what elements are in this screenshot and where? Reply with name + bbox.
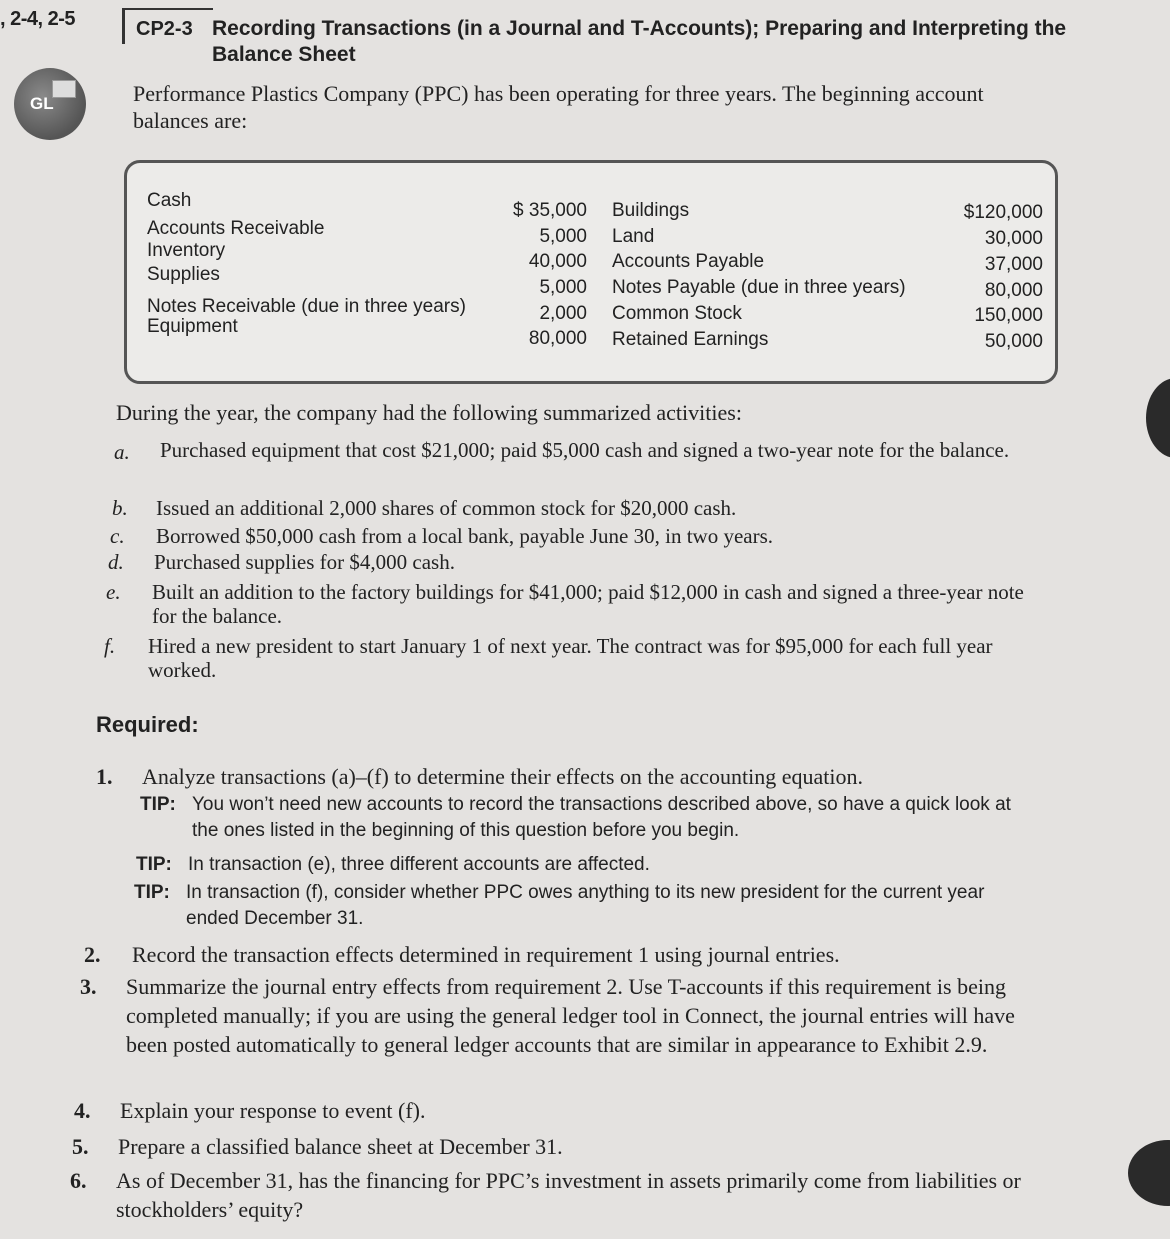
activity-text: Purchased equipment that cost $21,000; paid $5,000 cash and signed a two-year note for the balance. — [160, 438, 1010, 462]
balance-name: Notes Payable (due in three years) — [612, 277, 906, 298]
tip-label: TIP: — [134, 882, 170, 903]
balance-amount: 80,000 — [984, 280, 1043, 301]
balance-amount: 80,000 — [528, 328, 587, 349]
balance-name: Inventory — [147, 240, 226, 261]
requirement-text: Record the transaction effects determined in requirement 1 using journal entries. — [132, 942, 840, 967]
activity-letter: b. — [112, 496, 128, 520]
balance-name: Accounts Payable — [612, 251, 765, 272]
requirement-number: 2. — [84, 942, 101, 967]
requirement-text: Explain your response to event (f). — [120, 1098, 426, 1123]
balance-amount: 40,000 — [528, 251, 587, 272]
related-exercises-ref: , 2-4, 2-5 — [0, 8, 76, 30]
balance-name: Equipment — [147, 316, 238, 337]
balance-name: Accounts Receivable — [147, 218, 325, 239]
balance-name: Notes Receivable (due in three years) — [147, 296, 466, 317]
beginning-balances-box — [124, 160, 1058, 384]
intro-paragraph: Performance Plastics Company (PPC) has been operating for three years. The beginning account balances are: — [133, 81, 984, 133]
requirement-number: 5. — [72, 1134, 89, 1159]
requirement-number: 6. — [70, 1168, 87, 1193]
tip-text: You won’t need new accounts to record the transactions described above, so have a quick look at the ones listed in the beginning of this question before you begin. — [192, 794, 1011, 841]
balance-amount: 5,000 — [539, 226, 587, 247]
ledger-grid-icon — [52, 80, 76, 98]
requirement-text: As of December 31, has the financing for PPC’s investment in assets primarily come from liabilities or stockholders’ equity? — [116, 1168, 1021, 1222]
activity-text: Issued an additional 2,000 shares of common stock for $20,000 cash. — [156, 496, 737, 520]
binder-hole-shape — [1146, 378, 1170, 458]
activity-text: Built an addition to the factory buildings for $41,000; paid $12,000 in cash and signed a three-year note for the balance. — [152, 580, 1024, 628]
header-rule — [125, 8, 213, 10]
gl-badge-icon — [14, 68, 86, 140]
balance-amount: $ 35,000 — [513, 200, 587, 221]
required-heading: Required: — [96, 712, 199, 737]
requirement-text: Summarize the journal entry effects from requirement 2. Use T-accounts if this requirement is being completed manually; if you are using the general ledger tool in Connect, the journal entries will have been posted automatically to general ledger accounts that are similar in appearance to Exhibit 2.9. — [126, 974, 1015, 1057]
activity-letter: c. — [110, 524, 125, 548]
balance-name: Cash — [147, 190, 192, 211]
header-bracket — [122, 8, 131, 44]
tip-text: In transaction (f), consider whether PPC owes anything to its new president for the current year ended December 31. — [186, 882, 985, 929]
activity-letter: e. — [106, 580, 121, 604]
balance-name: Common Stock — [612, 303, 742, 324]
binder-hole-shape — [1128, 1140, 1170, 1206]
balance-amount: 2,000 — [539, 303, 587, 324]
activity-letter: a. — [114, 440, 130, 464]
balance-name: Buildings — [612, 200, 690, 221]
balance-amount: $120,000 — [963, 202, 1043, 223]
requirement-text: Analyze transactions (a)–(f) to determine their effects on the accounting equation. — [142, 764, 864, 789]
activity-letter: f. — [104, 634, 116, 658]
balance-amount: 30,000 — [984, 228, 1043, 249]
balance-name: Retained Earnings — [612, 329, 769, 350]
activities-intro: During the year, the company had the following summarized activities: — [116, 400, 742, 425]
requirement-number: 3. — [80, 974, 97, 999]
requirement-text: Prepare a classified balance sheet at December 31. — [118, 1134, 563, 1159]
tip-label: TIP: — [136, 854, 172, 875]
tip-label: TIP: — [140, 794, 176, 815]
activity-letter: d. — [108, 550, 124, 574]
tip-text: In transaction (e), three different accounts are affected. — [188, 854, 650, 875]
balance-amount: 150,000 — [974, 305, 1043, 326]
activity-text: Hired a new president to start January 1 of next year. The contract was for $95,000 for each full year worked. — [148, 634, 993, 682]
problem-title: Recording Transactions (in a Journal and T-Accounts); Preparing and Interpreting the Balance Sheet — [212, 17, 1067, 66]
balance-name: Land — [612, 226, 655, 247]
problem-code: CP2-3 — [136, 18, 193, 40]
balance-name: Supplies — [147, 264, 220, 285]
balance-amount: 5,000 — [539, 277, 587, 298]
balance-amount: 37,000 — [984, 254, 1043, 275]
activity-text: Borrowed $50,000 cash from a local bank, payable June 30, in two years. — [156, 524, 773, 548]
gl-badge-label: GL — [30, 94, 54, 113]
balance-amount: 50,000 — [984, 331, 1043, 352]
requirement-number: 4. — [74, 1098, 91, 1123]
activity-text: Purchased supplies for $4,000 cash. — [154, 550, 455, 574]
requirement-number: 1. — [96, 764, 113, 789]
